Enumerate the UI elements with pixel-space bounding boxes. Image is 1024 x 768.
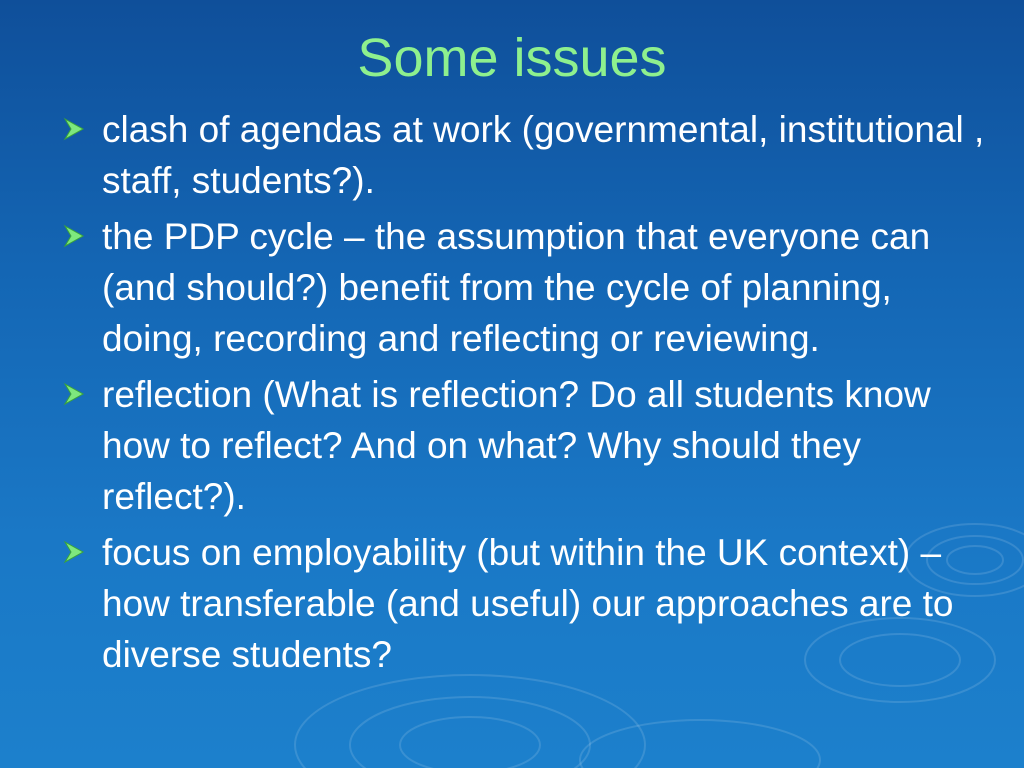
list-item [62,211,1002,364]
bullet-list [62,104,1002,685]
arrow-bullet-icon [62,116,86,142]
arrow-bullet-icon [62,223,86,249]
bullet-text: the PDP cycle – the assumption that everyone can (and should?) benefit from the cycle of planning, doing, recording and reflecting or reviewing. [102,216,931,359]
slide-title: Some issues [357,28,667,88]
list-item [62,369,1002,522]
list-item [62,104,1002,206]
bullet-text: clash of agendas at work (governmental, institutional , staff, students?). [102,109,985,201]
arrow-bullet-icon [62,381,86,407]
list-item [62,527,1002,680]
arrow-bullet-icon [62,539,86,565]
bullet-text: focus on employability (but within the UK context) – how transferable (and useful) our approaches are to diverse students? [102,532,954,675]
bullet-text: reflection (What is reflection? Do all students know how to reflect? And on what? Why should they reflect?). [102,374,931,517]
